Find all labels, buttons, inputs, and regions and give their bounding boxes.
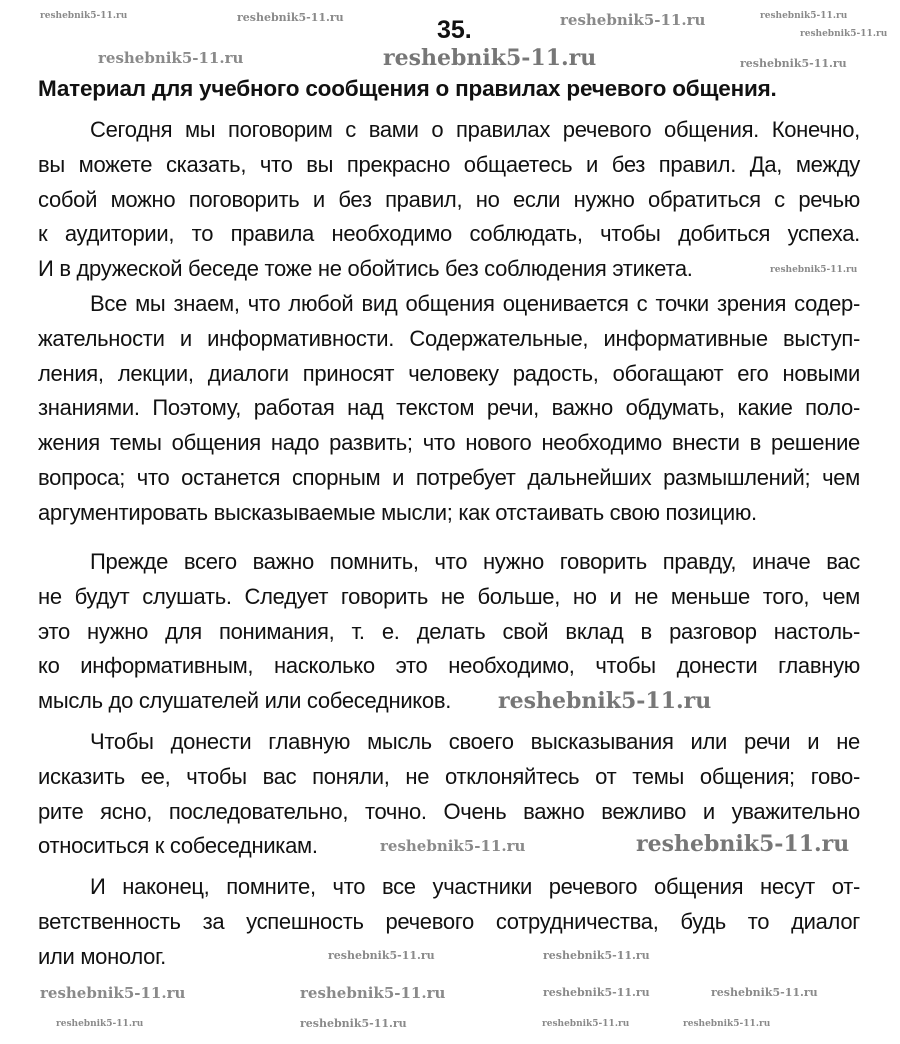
watermark: reshebnik5-11.ru — [300, 1017, 407, 1030]
text-line: ветственность за успешность речевого сотрудничества, будь то диалог — [38, 908, 860, 934]
text-line: Прежде всего важно помнить, что нужно говорить правду, иначе вас — [90, 549, 860, 574]
text-line: ко информативным, насколько это необходимо, чтобы донести главную — [38, 653, 860, 679]
text-line: или монолог. — [38, 943, 166, 969]
watermark: reshebnik5-11.ru — [740, 57, 847, 70]
watermark: reshebnik5-11.ru — [300, 984, 446, 1002]
text-line: знаниями. Поэтому, работая над текстом речи, важно обдумать, какие поло- — [38, 395, 860, 421]
text-line: ления, лекции, диалоги приносят человеку радость, обогащают его новыми — [38, 360, 860, 386]
watermark: reshebnik5-11.ru — [560, 11, 706, 29]
watermark: reshebnik5-11.ru — [770, 265, 858, 275]
watermark: reshebnik5-11.ru — [98, 49, 244, 67]
text-line: не будут слушать. Следует говорить не больше, но и не меньше того, чем — [38, 583, 860, 609]
text-line: относиться к собеседникам. — [38, 833, 318, 859]
paragraph-1 — [38, 113, 860, 287]
text-line: собой можно поговорить и без правил, но если нужно обратиться с речью — [38, 186, 860, 212]
watermark: reshebnik5-11.ru — [383, 45, 597, 71]
text-line: Чтобы донести главную мысль своего высказывания или речи и не — [90, 729, 860, 754]
text-line: исказить ее, чтобы вас поняли, не отклоняйтесь от темы общения; гово- — [38, 763, 860, 789]
watermark: reshebnik5-11.ru — [328, 949, 435, 962]
text-line: жения темы общения надо развить; что нового необходимо внести в решение — [38, 430, 860, 456]
watermark: reshebnik5-11.ru — [543, 949, 650, 962]
text-line: к аудитории, то правила необходимо соблюдать, чтобы добиться успеха. — [38, 221, 860, 247]
text-line: вопроса; что останется спорным и потребует дальнейших размышлений; чем — [38, 464, 860, 490]
paragraph-5 — [38, 870, 860, 974]
paragraph-3 — [38, 545, 860, 719]
watermark: reshebnik5-11.ru — [760, 11, 848, 21]
text-line: жательности и информативности. Содержательные, информативные выступ- — [38, 325, 860, 351]
text-line: Все мы знаем, что любой вид общения оценивается с точки зрения содер- — [90, 291, 860, 316]
text-line: мысль до слушателей или собеседников. — [38, 688, 452, 714]
watermark: reshebnik5-11.ru — [56, 1019, 144, 1029]
watermark: reshebnik5-11.ru — [40, 11, 128, 21]
watermark: reshebnik5-11.ru — [542, 1019, 630, 1029]
paragraph-2 — [38, 287, 860, 531]
watermark: reshebnik5-11.ru — [543, 986, 650, 999]
watermark: reshebnik5-11.ru — [711, 986, 818, 999]
text-line: рите ясно, последовательно, точно. Очень важно вежливо и уважительно — [38, 798, 860, 824]
text-line: это нужно для понимания, т. е. делать свой вклад в разговор настоль- — [38, 618, 860, 644]
watermark: reshebnik5-11.ru — [237, 11, 344, 24]
page-number: 35. — [437, 16, 472, 44]
watermark: reshebnik5-11.ru — [636, 831, 850, 857]
watermark: reshebnik5-11.ru — [498, 688, 712, 714]
text-line: И в дружеской беседе тоже не обойтись без соблюдения этикета. — [38, 256, 693, 282]
text-line: аргументировать высказываемые мысли; как отстаивать свою позицию. — [38, 499, 757, 525]
document-title: Материал для учебного сообщения о правилах речевого общения. — [38, 76, 777, 101]
watermark: reshebnik5-11.ru — [800, 29, 888, 39]
watermark: reshebnik5-11.ru — [683, 1019, 771, 1029]
watermark: reshebnik5-11.ru — [40, 984, 186, 1002]
text-line: вы можете сказать, что вы прекрасно общаетесь и без правил. Да, между — [38, 151, 860, 177]
text-line: Сегодня мы поговорим с вами о правилах речевого общения. Конечно, — [90, 117, 860, 142]
watermark: reshebnik5-11.ru — [380, 837, 526, 855]
text-line: И наконец, помните, что все участники речевого общения несут от- — [90, 874, 860, 899]
